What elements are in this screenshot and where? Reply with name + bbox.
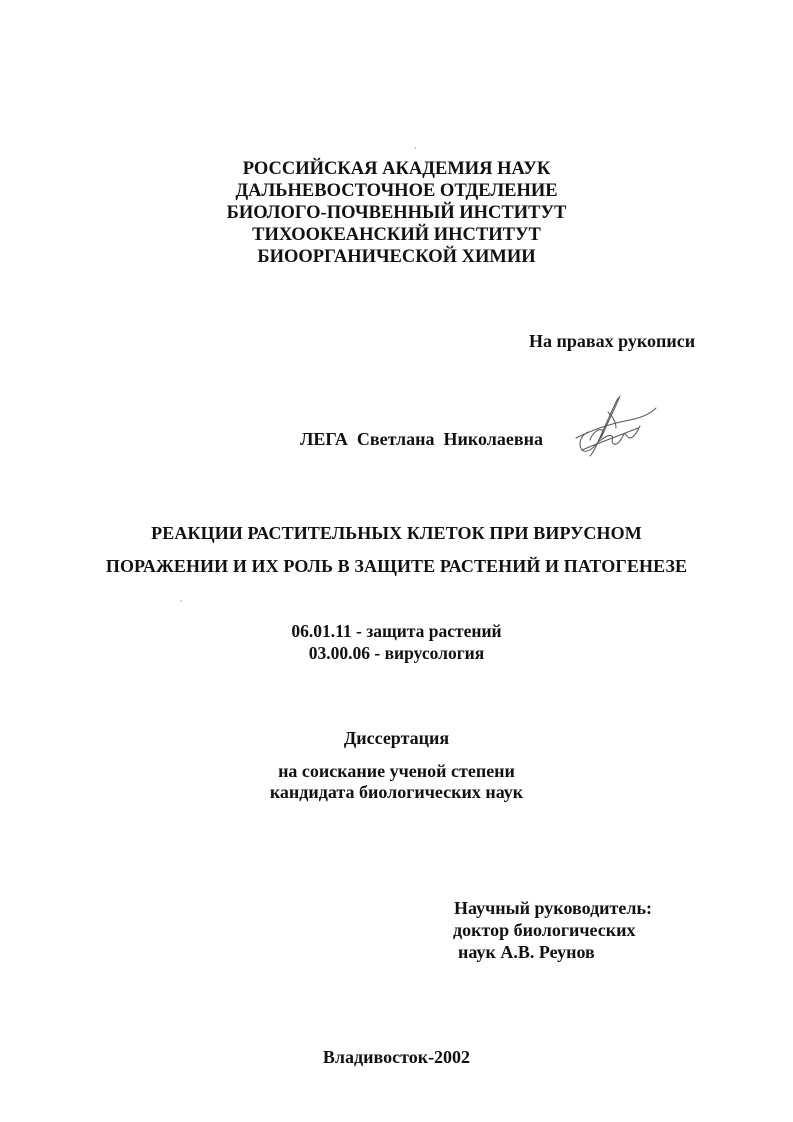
scan-speck [414, 147, 416, 149]
institution-line: РОССИЙСКАЯ АКАДЕМИЯ НАУК [242, 159, 551, 179]
institution-line: ТИХООКЕАНСКИЙ ИНСТИТУТ [252, 225, 541, 245]
title-line: ПОРАЖЕНИИ И ИХ РОЛЬ В ЗАЩИТЕ РАСТЕНИЙ И ПАТОГЕНЕЗЕ [105, 556, 688, 576]
supervisor-degree: доктор биологических [453, 920, 636, 940]
author-first-name: Светлана [356, 429, 435, 449]
specialty-code: 06.01.11 - защита растений [291, 621, 502, 641]
supervisor-name: наук А.В. Реунов [458, 942, 595, 962]
institution-line: БИОЛОГО-ПОЧВЕННЫЙ ИНСТИТУТ [226, 203, 567, 223]
author-surname: ЛЕГА [300, 429, 348, 449]
title-line: РЕАКЦИИ РАСТИТЕЛЬНЫХ КЛЕТОК ПРИ ВИРУСНОМ [151, 523, 642, 543]
degree-line: кандидата биологических наук [269, 782, 524, 802]
place-year: Владивосток-2002 [322, 1047, 471, 1067]
supervisor-label: Научный руководитель: [454, 898, 652, 918]
rights-note: На правах рукописи [529, 331, 696, 351]
institution-line: БИООРГАНИЧЕСКОЙ ХИМИИ [257, 247, 536, 267]
degree-line: на соискание ученой степени [278, 761, 515, 781]
scan-speck [180, 600, 182, 602]
document-type: Диссертация [343, 728, 450, 748]
author-signature-graphic [568, 392, 660, 460]
author-name [300, 428, 543, 450]
author-patronymic: Николаевна [443, 429, 543, 449]
institution-line: ДАЛЬНЕВОСТОЧНОЕ ОТДЕЛЕНИЕ [235, 181, 558, 201]
specialty-code: 03.00.06 - вирусология [308, 643, 485, 663]
